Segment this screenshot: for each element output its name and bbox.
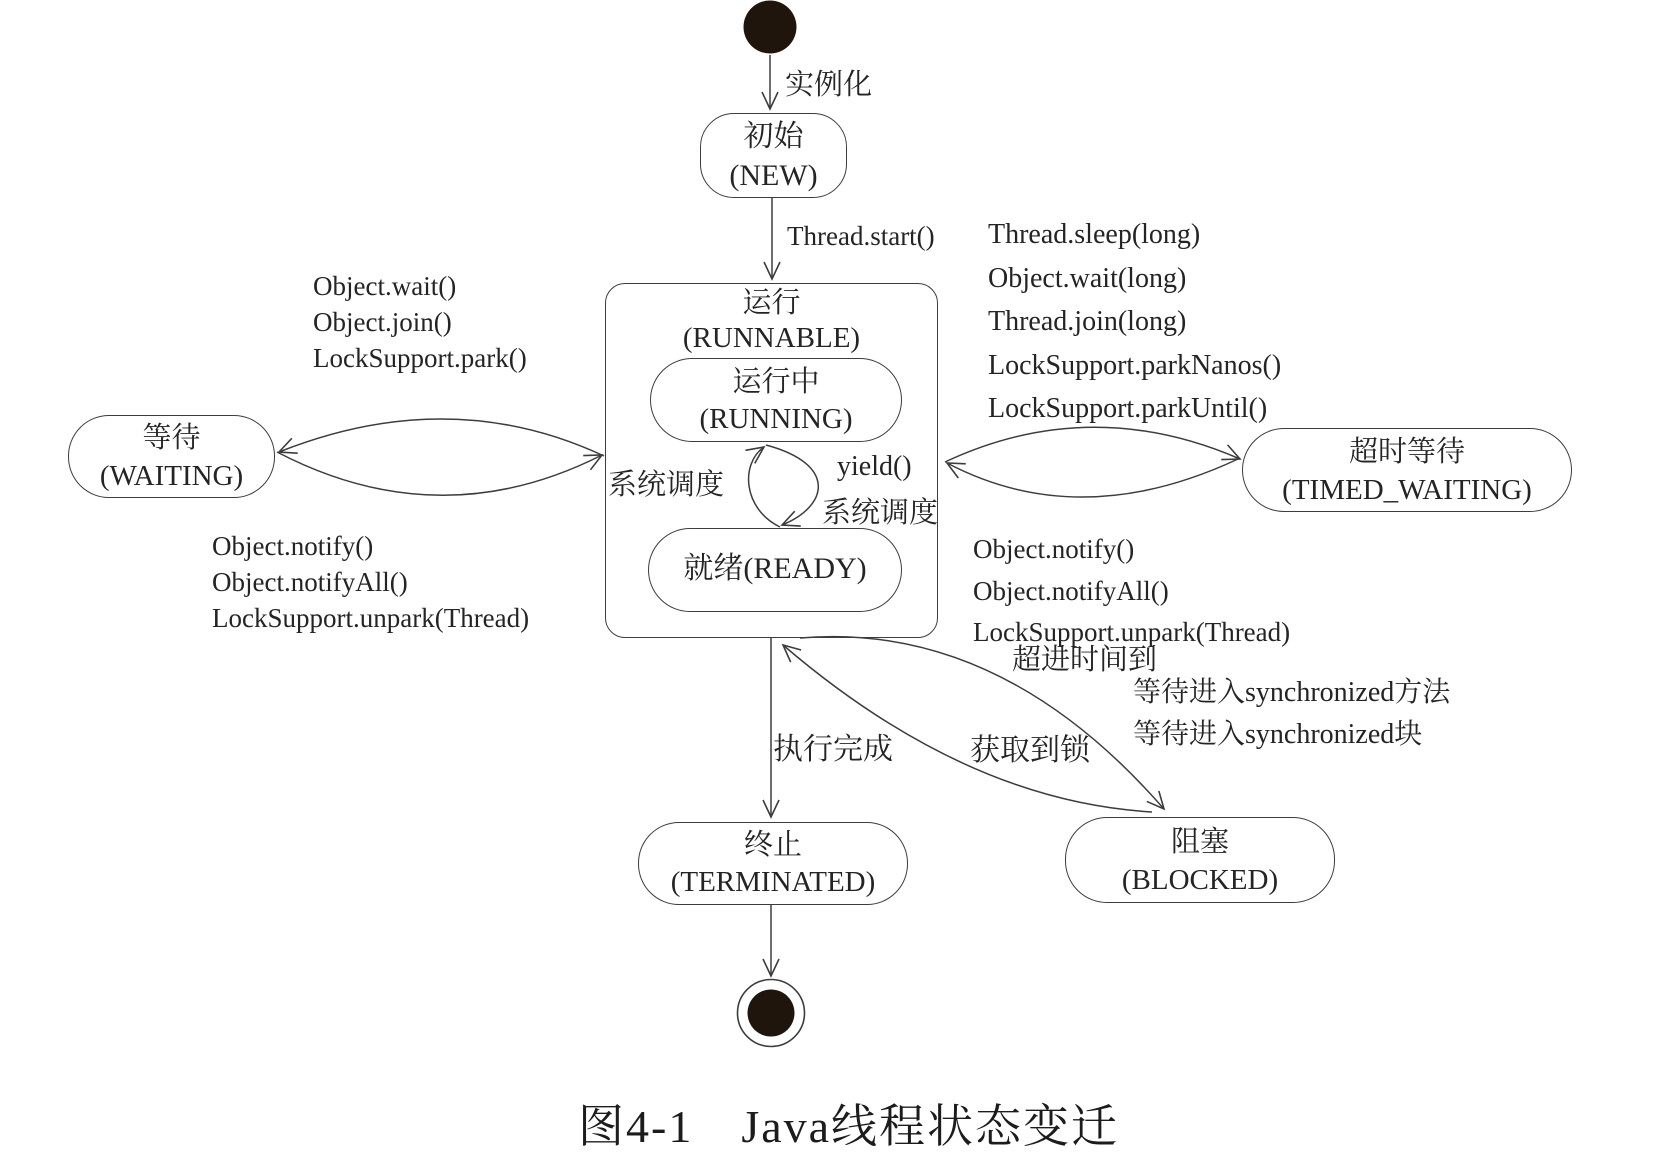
label-locksupport-park: LockSupport.park() [313, 343, 527, 373]
final-state-dot-icon [748, 990, 795, 1037]
label-locksupport-unpark-right: LockSupport.unpark(Thread) [973, 617, 1291, 647]
label-yield: yield() [837, 451, 912, 482]
label-object-wait: Object.wait() [313, 271, 457, 301]
state-terminated-zh: 终止 [743, 829, 802, 861]
label-locksupport-unpark-left: LockSupport.unpark(Thread) [212, 603, 530, 633]
label-locksupport-parknanos: LockSupport.parkNanos() [988, 349, 1282, 381]
state-new-zh: 初始 [743, 120, 804, 153]
label-exec-done: 执行完成 [773, 733, 893, 766]
label-locksupport-parkuntil: LockSupport.parkUntil() [988, 393, 1268, 424]
edge-runnable-to-waiting [279, 419, 604, 456]
label-group-from-timed-waiting [973, 529, 1290, 654]
label-group-to-timed-waiting [988, 213, 1281, 431]
label-object-join: Object.join() [313, 307, 452, 337]
label-thread-sleep: Thread.sleep(long) [988, 219, 1201, 250]
state-running-zh: 运行中 [732, 366, 820, 398]
state-running-en: (RUNNING) [699, 403, 853, 435]
label-object-notifyall-left: Object.notifyAll() [212, 567, 408, 597]
figure-caption: 图4-1 Java线程状态变迁 [578, 1101, 1120, 1152]
state-blocked-en: (BLOCKED) [1121, 864, 1279, 896]
state-waiting-zh: 等待 [142, 422, 201, 454]
edge-runnable-to-timed-waiting [945, 427, 1240, 462]
label-object-notify-right: Object.notify() [973, 534, 1135, 564]
edge-running-to-ready [766, 445, 818, 525]
state-new-en: (NEW) [729, 159, 818, 192]
state-waiting-en: (WAITING) [99, 460, 244, 492]
label-object-notifyall-right: Object.notifyAll() [973, 575, 1169, 606]
label-wait-synchronized-method: 等待进入synchronized方法 [1133, 677, 1451, 708]
label-thread-join-long: Thread.join(long) [988, 306, 1187, 337]
label-group-to-blocked [1133, 672, 1450, 756]
label-sched-left: 系统调度 [608, 469, 725, 501]
state-terminated-en: (TERMINATED) [670, 866, 876, 898]
state-blocked-zh: 阻塞 [1170, 826, 1229, 858]
edge-timed-waiting-to-runnable [947, 459, 1238, 497]
label-group-to-waiting [313, 268, 527, 376]
state-timed-waiting-zh: 超时等待 [1348, 436, 1465, 468]
label-instantiate: 实例化 [785, 69, 873, 101]
label-thread-start: Thread.start() [787, 221, 935, 251]
initial-state-icon [744, 1, 797, 54]
label-object-wait-long: Object.wait(long) [988, 262, 1187, 294]
label-acquire-lock: 获取到锁 [970, 734, 1090, 767]
state-runnable-en: (RUNNABLE) [682, 322, 861, 354]
label-timeout: 超进时间到 [1012, 644, 1158, 676]
state-ready-label: 就绪(READY) [683, 552, 867, 585]
label-group-from-waiting [212, 528, 529, 636]
label-object-notify-left: Object.notify() [212, 531, 374, 561]
label-sched-right: 系统调度 [822, 497, 939, 529]
state-runnable-zh: 运行 [742, 287, 801, 319]
edge-waiting-to-runnable [277, 452, 602, 495]
state-timed-waiting-en: (TIMED_WAITING) [1282, 474, 1532, 506]
label-wait-synchronized-block: 等待进入synchronized块 [1133, 719, 1423, 750]
edge-ready-to-running [749, 447, 780, 527]
